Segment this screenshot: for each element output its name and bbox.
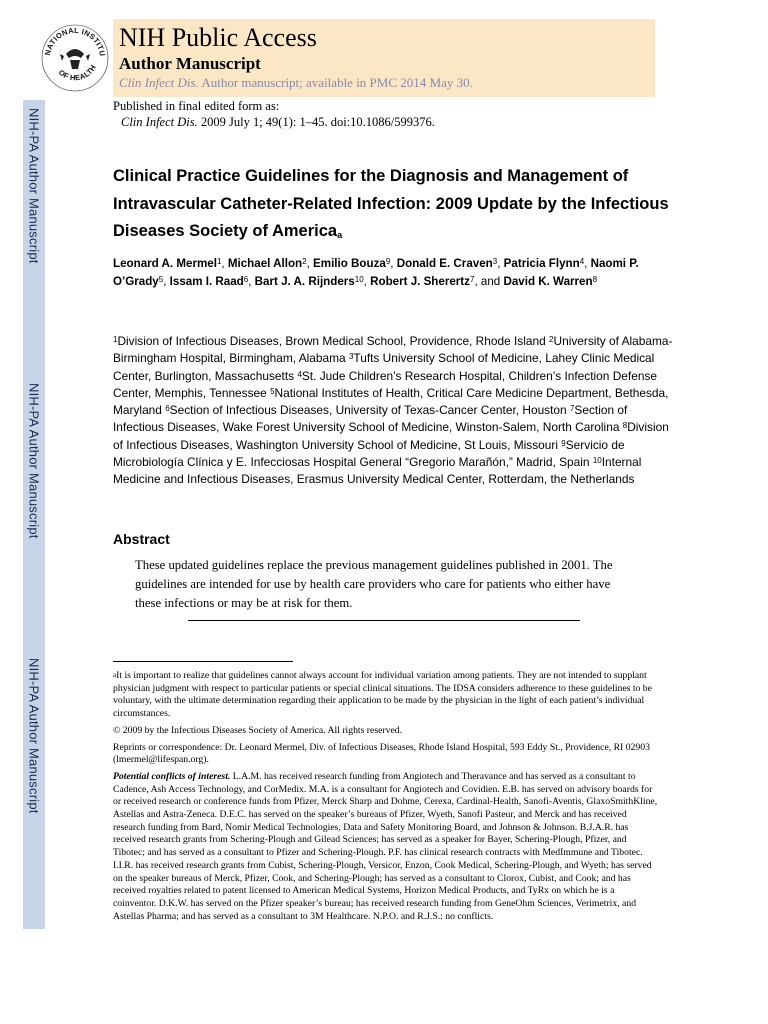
footnote-reprints: Reprints or correspondence: Dr. Leonard Mermel, Div. of Infectious Diseases, Rhode Island Hospital, 593 Eddy St., Providence, RI 02903 (lmermel@lifespan.org). <box>113 741 650 766</box>
affiliation-number: 10 <box>592 456 602 466</box>
author-affiliation-number: 9 <box>385 257 391 266</box>
affiliation-number: 7 <box>569 404 575 414</box>
affiliation-number: 5 <box>270 386 275 396</box>
author-name: Donald E. Craven <box>396 257 493 270</box>
footnote-guidelines-note: $^a$It is important to realize that guidelines cannot always account for individual variation among patients. They are not intended to supplant physician judgment with respect to particular patients or special clinical situations. The IDSA considers adherence to these guidelines to be voluntary, with the ultimate determination regarding their application to be made by the physician in the light of each patient’s individual circumstances. <box>113 670 652 720</box>
svg-text:NATIONAL INSTITUTES: NATIONAL INSTITU <box>43 25 108 57</box>
author-name: Robert J. Sherertz <box>370 275 470 288</box>
header-subtitle: Author Manuscript <box>119 54 261 73</box>
footnote-copyright: © 2009 by the Infectious Diseases Society of America. All rights reserved. <box>113 724 403 736</box>
footnote-conflicts: Potential conflicts of interest. L.A.M. has received research funding from Angiotech and Theravance and has served as a consultant to Cadence, Ash Access Technology, and CorMedix. M.A. is a consultant for Angiotech and Covidien. E.B. has served on advisory boards for or received research or conference funds from Pfizer, Merck Sharp and Dohme, Cerexa, Cardinal-Health, Sanofi-Aventis, GlaxoSmithKline, Astellas and Astra-Zeneca. D.E.C. has served on the speaker’s bureaus of Pfizer, Wyeth, Sanofi Pasteur, and Merck and has received research funding from Bard, Nomir Medical Technologies, Data and Safety Monitoring Board, and Johnson & Johnson. B.J.A.R. has received research grants from Schering-Plough and Gilead Sciences; has served as a speaker for Bayer, Schering-Plough, Pfizer, and Tibotec; and has served as a consultant to Pfizer and Schering-Plough. P.F. has clinical research contracts with MedImmune and Tibotec. I.I.R. has received research grants from Cubist, Schering-Plough, Versicor, Enzon, Cook Medical, Schering-Plough, and Wyeth; has served on the speaker bureaus of Merck, Pfizer, Cook, and Schering-Plough; has served as a consultant to Clorox, Cubist, and Cook; and has received royalties related to patent licensed to American Medical Systems, Horizon Medical Products, and TyRx on which he is a coinventor. D.K.W. has served on the Pfizer speaker’s bureau; has received research funding from GeneOhm Sciences, Verimetrix, and Astellas Pharma; and has served as a consultant to 3M Healthcare. N.P.O. and R.J.S.: no conflicts. <box>113 770 658 922</box>
affiliation-text: Division of Infectious Diseases, Brown Medical School, Providence, Rhode Island <box>117 334 550 348</box>
author-affiliation-number: 7 <box>469 275 475 284</box>
affiliation-text: National Institutes of Health, Critical Care Medicine Department, Bethesda, Maryland <box>113 385 669 418</box>
footnotes <box>113 670 658 927</box>
affiliation-number: 9 <box>561 438 566 448</box>
author-affiliation-number: 5 <box>158 275 164 284</box>
author-name: David K. Warren <box>503 275 593 288</box>
nih-pa-sidebar <box>23 100 45 929</box>
affiliation-text: Internal Medicine and Infectious Diseases, Erasmus University Medical Center, Rotterdam, the Netherlands <box>113 455 642 487</box>
published-citation: Clin Infect Dis. 2009 July 1; 49(1): 1–45. doi:10.1086/599376. <box>121 115 435 129</box>
author-name: Leonard A. Mermel <box>113 257 217 270</box>
sidebar-label: NIH-PA Author Manuscript <box>26 658 42 814</box>
author-affiliation-number: 6 <box>243 275 249 284</box>
affiliation-number: 8 <box>622 421 628 431</box>
affiliation-text: Tufts University School of Medicine, Lahey Clinic Medical Center, Burlington, Massachusetts <box>113 351 655 383</box>
author-name: Patricia Flynn <box>503 257 580 270</box>
author-name: Naomi P. O’Grady <box>113 257 639 288</box>
affiliation-text: University of Alabama-Birmingham Hospital, Birmingham, Alabama <box>113 334 673 366</box>
author-list: Leonard A. Mermel$^1$, Michael Allon$^2$, Emilio Bouza$^9$, Donald E. Craven$^3$, Patricia Flynn$^4$, Naomi P. O’Grady$^5$, Issam I. Raad$^6$, Bart J. A. Rijnders$^{10}$, Robert J. Sherertz$^7$, and David K. Warren$^8$ <box>113 257 639 288</box>
affiliation-text: Section of Infectious Diseases, University of Texas-Cancer Center, Houston <box>169 403 570 418</box>
author-affiliation-number: 8 <box>592 275 598 284</box>
author-name: Issam I. Raad <box>169 275 244 288</box>
author-name: Michael Allon <box>227 257 303 270</box>
affiliation-number: 3 <box>348 352 354 362</box>
header-banner <box>113 19 655 97</box>
affiliations <box>113 333 673 489</box>
title-footnote-marker: a <box>337 230 343 240</box>
svg-text:OF HEALTH: OF HEALTH <box>56 63 98 83</box>
affiliation-text: Section of Infectious Diseases, Wake Forest University School of Medicine, Winston-Salem, North Carolina <box>113 403 628 435</box>
author-affiliation-number: 10 <box>354 275 364 284</box>
affiliation-number: 4 <box>297 369 302 379</box>
affiliation-text: St. Jude Children’s Research Hospital, Children’s Infection Defense Center, Memphis, Tennessee <box>113 368 658 400</box>
author-affiliation-number: 1 <box>216 257 222 266</box>
affiliation-number: 1 <box>113 335 118 344</box>
author-affiliation-number: 4 <box>579 257 585 266</box>
affiliation-text: Division of Infectious Diseases, Washington University School of Medicine, St Louis, Missouri <box>113 420 669 452</box>
affiliation-number: 2 <box>549 335 554 344</box>
author-affiliation-number: 3 <box>492 257 498 266</box>
abstract-divider <box>188 620 580 621</box>
abstract-heading: Abstract <box>113 531 170 547</box>
footnote-divider <box>113 661 293 662</box>
sidebar-label: NIH-PA Author Manuscript <box>26 383 42 539</box>
article-title: Clinical Practice Guidelines for the Diagnosis and Management of Intravascular Catheter-Related Infection: 2009 Update by the Infectious Diseases Society of America$^a$ <box>113 167 669 240</box>
affiliation-number: 6 <box>165 404 170 414</box>
author-name: Emilio Bouza <box>313 257 386 270</box>
header-availability-note: Clin Infect Dis. Author manuscript; available in PMC 2014 May 30. <box>119 75 473 90</box>
affiliation-text: Servicio de Microbiología Clínica y E. Infecciosas Hospital General “Gregorio Marañón,” Madrid, Spain <box>113 437 625 470</box>
abstract-body: These updated guidelines replace the previous management guidelines published in 2001. The guidelines are intended for use by health care providers who care for patients who either have these infections or may be at risk for them. <box>135 558 613 610</box>
nih-seal-logo <box>40 14 110 98</box>
author-name: Bart J. A. Rijnders <box>254 275 355 288</box>
sidebar-label: NIH-PA Author Manuscript <box>26 108 42 264</box>
header-title: NIH Public Access <box>119 23 317 52</box>
author-affiliation-number: 2 <box>302 257 307 266</box>
published-label: Published in final edited form as: <box>113 99 280 113</box>
